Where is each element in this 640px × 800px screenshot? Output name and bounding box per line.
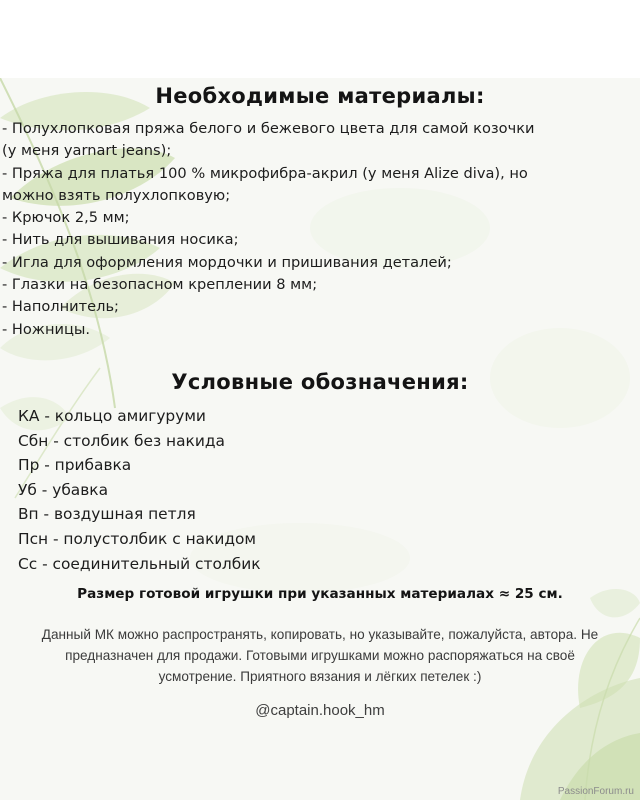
top-margin — [0, 0, 640, 78]
materials-line: - Ножницы. — [2, 320, 91, 338]
content — [0, 78, 640, 800]
legend-item: Уб - убавка — [18, 480, 109, 499]
materials-line: - Глазки на безопасном креплении 8 мм; — [2, 276, 318, 294]
materials-list — [2, 118, 632, 341]
size-note: Размер готовой игрушки при указанных материалах ≈ 25 см. — [77, 586, 563, 602]
disclaimer-line: усмотрение. Приятного вязания и лёгких петелек :) — [158, 669, 482, 684]
materials-line: - Полухлопковая пряжа белого и бежевого цвета для самой козочки — [2, 120, 535, 137]
document-sheet — [0, 78, 640, 800]
legend-item: КА - кольцо амигуруми — [18, 407, 206, 425]
materials-line: - Нить для вышивания носика; — [2, 231, 239, 249]
legend-title: Условные обозначения: — [171, 370, 469, 394]
disclaimer — [0, 624, 640, 687]
materials-line: можно взять полухлопковую; — [2, 186, 231, 204]
disclaimer-line: Данный МК можно распространять, копировать, но указывайте, пожалуйста, автора. Не — [41, 627, 599, 642]
materials-line: (у меня yarnart jeans); — [2, 142, 172, 160]
author-handle: @captain.hook_hm — [255, 702, 385, 719]
legend-item: Сбн - столбик без накида — [18, 431, 225, 450]
legend-item: Вп - воздушная петля — [18, 505, 196, 524]
materials-line: - Пряжа для платья 100 % микрофибра-акрил (у меня Alize diva), но — [2, 164, 528, 182]
materials-line: - Крючок 2,5 мм; — [2, 209, 130, 227]
disclaimer-line: предназначен для продажи. Готовыми игрушками можно распоряжаться на своё — [65, 648, 575, 663]
legend-list — [18, 404, 578, 576]
watermark: PassionForum.ru — [557, 786, 634, 797]
materials-line: - Наполнитель; — [2, 298, 119, 316]
materials-title: Необходимые материалы: — [155, 84, 485, 108]
materials-line: - Игла для оформления мордочки и пришивания деталей; — [2, 253, 452, 271]
legend-item: Сс - соединительный столбик — [18, 554, 261, 573]
legend-item: Псн - полустолбик с накидом — [18, 529, 257, 548]
legend-item: Пр - прибавка — [18, 456, 132, 475]
